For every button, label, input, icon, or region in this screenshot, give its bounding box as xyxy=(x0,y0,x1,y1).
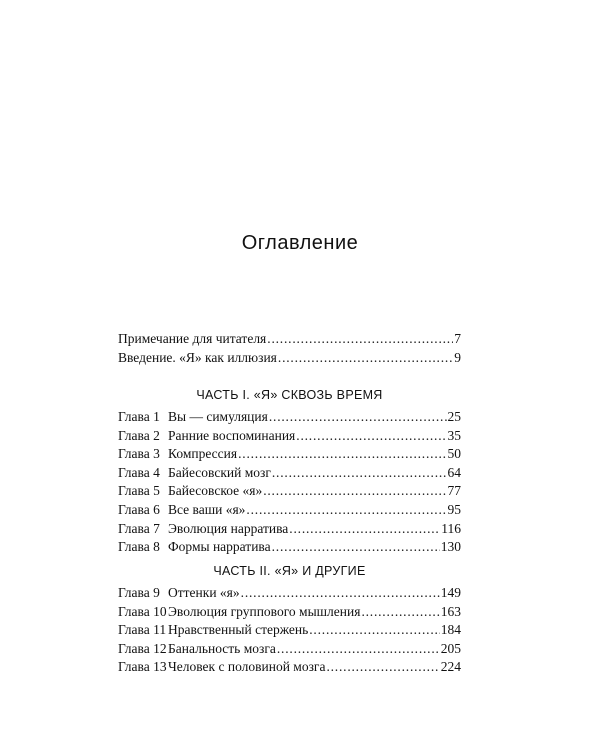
chapter-label: Глава 4 xyxy=(118,464,160,480)
toc-part-2 xyxy=(118,560,461,677)
page-number: 149 xyxy=(440,585,461,600)
chapter-label: Глава 3 xyxy=(118,446,160,462)
chapter-label: Глава 1 xyxy=(118,409,160,424)
dot-leader xyxy=(269,408,447,427)
toc-entry-chapter[interactable] xyxy=(118,464,461,483)
dot-leader xyxy=(289,520,440,539)
dot-leader xyxy=(272,464,447,483)
dot-leader xyxy=(263,482,446,501)
dot-leader xyxy=(267,330,453,349)
entry-title: Введение. «Я» как иллюзия xyxy=(118,349,277,365)
page-number: 130 xyxy=(440,539,461,555)
dot-leader xyxy=(296,427,446,446)
dot-leader xyxy=(326,658,439,677)
chapter-label: Глава 12 xyxy=(118,640,167,656)
page-number: 77 xyxy=(447,483,461,499)
entry-title: Компрессия xyxy=(168,446,238,462)
page-number: 95 xyxy=(447,501,461,517)
entry-title: Человек с половиной мозга xyxy=(168,659,326,675)
chapter-label: Глава 11 xyxy=(118,622,167,638)
toc-entry-chapter[interactable] xyxy=(118,427,461,446)
toc-entry-chapter[interactable] xyxy=(118,445,461,464)
part-heading: ЧАСТЬ I. «Я» СКВОЗЬ ВРЕМЯ xyxy=(196,388,383,402)
page-number: 9 xyxy=(454,349,461,365)
toc-entry-chapter[interactable] xyxy=(118,520,461,539)
entry-title: Оттенки «я» xyxy=(168,585,240,600)
chapter-label: Глава 13 xyxy=(118,659,167,675)
entry-title: Все ваши «я» xyxy=(168,501,246,517)
page-number: 184 xyxy=(440,622,461,638)
page-number: 205 xyxy=(440,640,461,656)
toc-front-matter xyxy=(118,330,461,367)
chapter-label: Глава 7 xyxy=(118,520,160,536)
toc-entry-chapter[interactable] xyxy=(118,538,461,557)
entry-title: Нравственный стержень xyxy=(168,622,309,638)
dot-leader xyxy=(278,349,453,368)
entry-title: Эволюция группового мышления xyxy=(168,603,361,619)
chapter-label: Глава 2 xyxy=(118,427,160,443)
dot-leader xyxy=(309,621,440,640)
page-number: 25 xyxy=(447,409,461,424)
toc-entry-chapter[interactable] xyxy=(118,658,461,677)
dot-leader xyxy=(272,538,440,557)
chapter-label: Глава 5 xyxy=(118,483,160,499)
entry-title: Ранние воспоминания xyxy=(168,427,296,443)
page-number: 64 xyxy=(447,464,461,480)
chapter-label: Глава 9 xyxy=(118,585,160,600)
toc-entry-introduction[interactable] xyxy=(118,349,461,368)
page-title: Оглавление xyxy=(241,232,359,254)
dot-leader xyxy=(246,501,446,520)
toc-entry-chapter[interactable] xyxy=(118,408,461,427)
entry-title: Примечание для читателя xyxy=(118,331,267,346)
page-number: 163 xyxy=(440,603,461,619)
page-number: 224 xyxy=(440,659,461,675)
toc-entry-chapter[interactable] xyxy=(118,482,461,501)
dot-leader xyxy=(361,603,439,622)
entry-title: Формы нарратива xyxy=(168,539,271,555)
page-number: 116 xyxy=(441,520,461,536)
toc-entry-chapter[interactable] xyxy=(118,584,461,603)
toc-part-1 xyxy=(118,384,461,557)
toc-entry-note[interactable] xyxy=(118,330,461,349)
chapter-label: Глава 6 xyxy=(118,501,160,517)
toc-entry-chapter[interactable] xyxy=(118,640,461,659)
page-number: 7 xyxy=(454,331,461,346)
chapter-label: Глава 8 xyxy=(118,539,160,555)
entry-title: Эволюция нарратива xyxy=(168,520,289,536)
entry-title: Вы — симуляция xyxy=(168,409,268,424)
part-heading: ЧАСТЬ II. «Я» И ДРУГИЕ xyxy=(213,564,366,578)
dot-leader xyxy=(238,445,446,464)
page-number: 50 xyxy=(447,446,461,462)
dot-leader xyxy=(277,640,440,659)
toc-entry-chapter[interactable] xyxy=(118,501,461,520)
dot-leader xyxy=(241,584,440,603)
entry-title: Байесовский мозг xyxy=(168,464,271,480)
entry-title: Байесовское «я» xyxy=(168,483,263,499)
entry-title: Банальность мозга xyxy=(168,640,276,656)
toc-entry-chapter[interactable] xyxy=(118,603,461,622)
page-number: 35 xyxy=(447,427,461,443)
toc-entry-chapter[interactable] xyxy=(118,621,461,640)
chapter-label: Глава 10 xyxy=(118,603,167,619)
